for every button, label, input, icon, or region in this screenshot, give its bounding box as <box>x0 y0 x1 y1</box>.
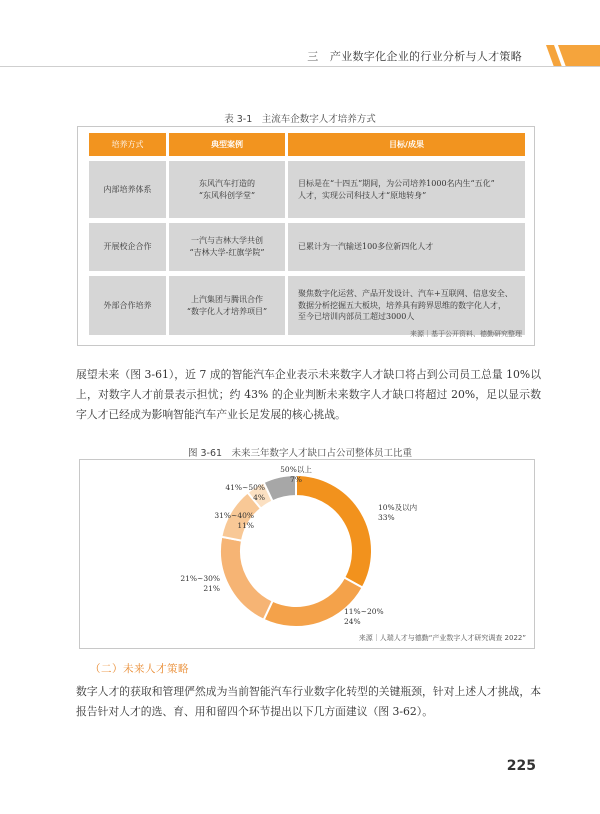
slice-label: 10%及以内 33% <box>378 503 418 522</box>
table-cell-result: 聚焦数字化运营、产品开发设计、汽车+互联网、信息安全、 数据分析挖掘五大板块，培养具有跨界思维的数字化人才， 至今已培训内部员工超过3000人 <box>288 276 525 335</box>
donut-chart <box>80 460 536 650</box>
table-cell-case: 上汽集团与腾讯合作 “数字化人才培养项目” <box>169 276 285 335</box>
talent-training-table <box>77 126 535 346</box>
body-paragraph-outlook: 展望未来（图 3-61），近 7 成的智能汽车企业表示未来数字人才缺口将占到公司员工总量 10%以上，对数字人才前景表示担忧；约 43% 的企业判断未来数字人才缺口将超过 20%，足以显示数字人才已经成为影响智能汽车产业长足发展的核心挑战。 <box>76 368 541 421</box>
table-row <box>89 223 525 271</box>
slice-label: 21%~30% 21% <box>180 574 220 593</box>
table-source-note: 来源｜基于公开资料、德勤研究整理 <box>410 330 522 338</box>
donut-slice <box>220 537 273 620</box>
table-cell-result: 已累计为一汽输送100多位新四化人才 <box>288 223 525 271</box>
column-header-case: 典型案例 <box>169 133 285 156</box>
table-cell-case: 一汽与吉林大学共创 “吉林大学-红旗学院” <box>169 223 285 271</box>
table-header-row <box>89 133 525 156</box>
table-cell-case: 东风汽车打造的 “东风科创学堂” <box>169 161 285 218</box>
table-cell-result: 目标是在“十四五”期间，为公司培养1000名内生“五化” 人才，实现公司科技人才“原地转身” <box>288 161 525 218</box>
slice-label: 50%以上 7% <box>280 465 312 484</box>
section-heading: （二）未来人才策略 <box>90 663 189 675</box>
table-cell-method: 外部合作培养 <box>89 276 166 335</box>
table-cell-method: 开展校企合作 <box>89 223 166 271</box>
figure-caption: 图 3-61 未来三年数字人才缺口占公司整体员工比重 <box>187 448 413 459</box>
slice-label: 41%~50% 4% <box>225 483 265 502</box>
header-accent-stripes <box>538 45 600 67</box>
table-caption: 表 3-1 主流车企数字人才培养方式 <box>224 114 376 125</box>
donut-slice <box>296 475 372 588</box>
page-number: 225 <box>506 758 536 774</box>
table-row <box>89 276 525 335</box>
slice-label: 31%~40% 11% <box>214 511 254 530</box>
slice-label: 11%~20% 24% <box>344 607 384 626</box>
table-row <box>89 161 525 218</box>
header-rule <box>0 66 600 67</box>
header-title: 三 产业数字化企业的行业分析与人才策略 <box>307 50 522 63</box>
figure-source-note: 来源｜人瑞人才与德勤“产业数字人才研究调查 2022” <box>358 634 526 642</box>
table-cell-method: 内部培养体系 <box>89 161 166 218</box>
column-header-result: 目标/成果 <box>288 133 525 156</box>
column-header-method: 培养方式 <box>89 133 166 156</box>
donut-chart-figure <box>79 459 535 649</box>
body-paragraph-strategy: 数字人才的获取和管理俨然成为当前智能汽车行业数字化转型的关键瓶颈，针对上述人才挑战，本报告针对人才的选、育、用和留四个环节提出以下几方面建议（图 3-62）。 <box>76 685 541 718</box>
